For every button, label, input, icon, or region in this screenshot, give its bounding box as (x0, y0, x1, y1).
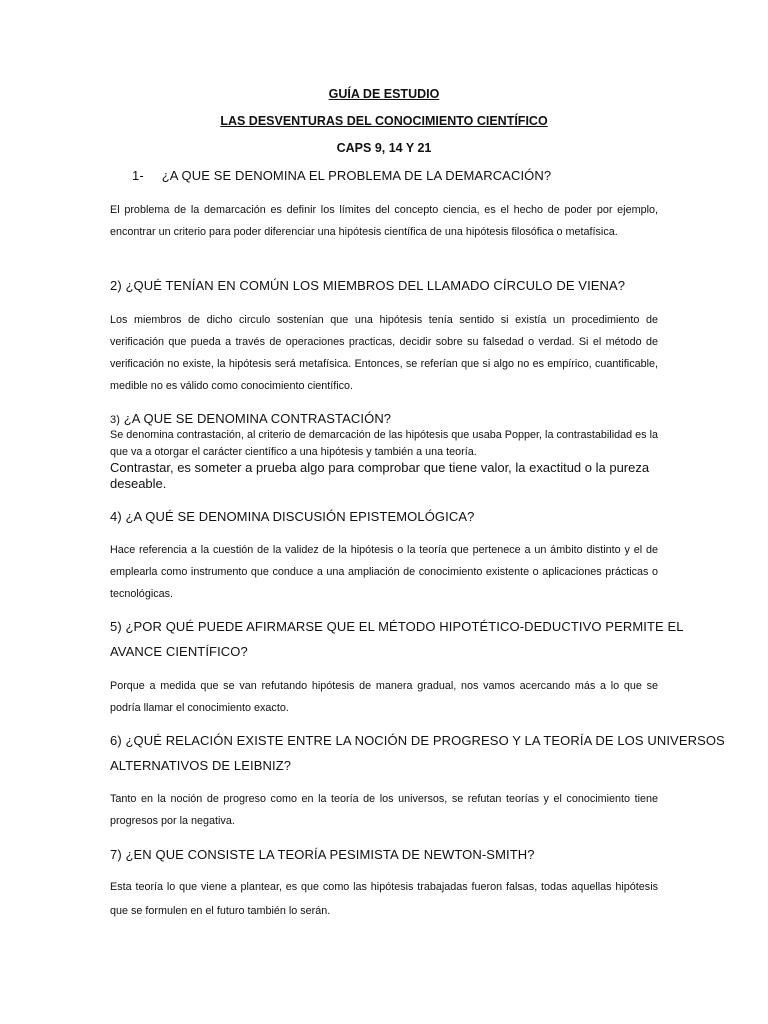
question-2: 2) ¿QUÉ TENÍAN EN COMÚN LOS MIEMBROS DEL LLAMADO CÍRCULO DE VIENA? (110, 278, 626, 293)
page-subtitle: LAS DESVENTURAS DEL CONOCIMIENTO CIENTÍFICO (220, 114, 548, 128)
answer-3-extra: Contrastar, es someter a prueba algo para comprobar que tiene valor, la exactitud o la pureza deseable. (110, 460, 650, 491)
question-5-line-2: AVANCE CIENTÍFICO? (110, 644, 248, 659)
question-5-line-1: 5) ¿POR QUÉ PUEDE AFIRMARSE QUE EL MÉTODO HIPOTÉTICO-DEDUCTIVO PERMITE EL (110, 619, 684, 634)
answer-7: Esta teoría lo que viene a plantear, es que como las hipótesis trabajadas fueron falsas, todas aquellas hipótesis que se formulen en el futuro también lo serán. (110, 881, 658, 917)
page-title: GUÍA DE ESTUDIO (328, 87, 440, 101)
question-6-line-1: 6) ¿QUÉ RELACIÓN EXISTE ENTRE LA NOCIÓN DE PROGRESO Y LA TEORÍA DE LOS UNIVERSOS (110, 733, 725, 748)
question-3-text: ¿A QUE SE DENOMINA CONTRASTACIÓN? (123, 411, 392, 426)
answer-5: Porque a medida que se van refutando hipótesis de manera gradual, nos vamos acercando más a lo que se podría llamar el conocimiento exacto. (110, 680, 658, 714)
question-4: 4) ¿A QUÉ SE DENOMINA DISCUSIÓN EPISTEMOLÓGICA? (110, 509, 475, 524)
answer-1: El problema de la demarcación es definir los límites del concepto ciencia, es el hecho de poder por ejemplo, encontrar un criterio para poder diferenciar una hipótesis científica de una hipótesis filosófica o metafísica. (110, 204, 658, 238)
question-3 (110, 411, 391, 426)
answer-6: Tanto en la noción de progreso como en la teoría de los universos, se refutan teorías y el conocimiento tiene progresos por la negativa. (110, 793, 658, 827)
answer-3: Se denomina contrastación, al criterio de demarcación de las hipótesis que usaba Popper, la contrastabilidad es la que va a otorgar el carácter científico a una hipótesis y también a una teoría. (110, 429, 658, 458)
chapters-label: CAPS 9, 14 Y 21 (336, 141, 432, 155)
question-1-text: ¿A QUE SE DENOMINA EL PROBLEMA DE LA DEMARCACIÓN? (161, 168, 552, 183)
question-7: 7) ¿EN QUE CONSISTE LA TEORÍA PESIMISTA DE NEWTON-SMITH? (110, 847, 535, 862)
answer-4: Hace referencia a la cuestión de la validez de la hipótesis o la teoría que pertenece a un ámbito distinto y el de emplearla como instrumento que conduce a una ampliación de conocimiento existente o aplicaciones prácticas o tecnológicas. (110, 544, 658, 600)
question-3-number: 3) (110, 414, 120, 426)
question-6-line-2: ALTERNATIVOS DE LEIBNIZ? (110, 758, 292, 773)
question-1-number: 1- (132, 168, 144, 183)
question-1 (132, 168, 551, 183)
answer-2: Los miembros de dicho circulo sostenían que una hipótesis tenía sentido si existía un procedimiento de verificación que pueda a través de operaciones practicas, decidir sobre su falsedad o verdad. Si el método de verificación no existe, la hipótesis será metafísica. Entonces, se referían que si algo no es empírico, cuantificable, medible no es válido como conocimiento científico. (110, 314, 658, 392)
